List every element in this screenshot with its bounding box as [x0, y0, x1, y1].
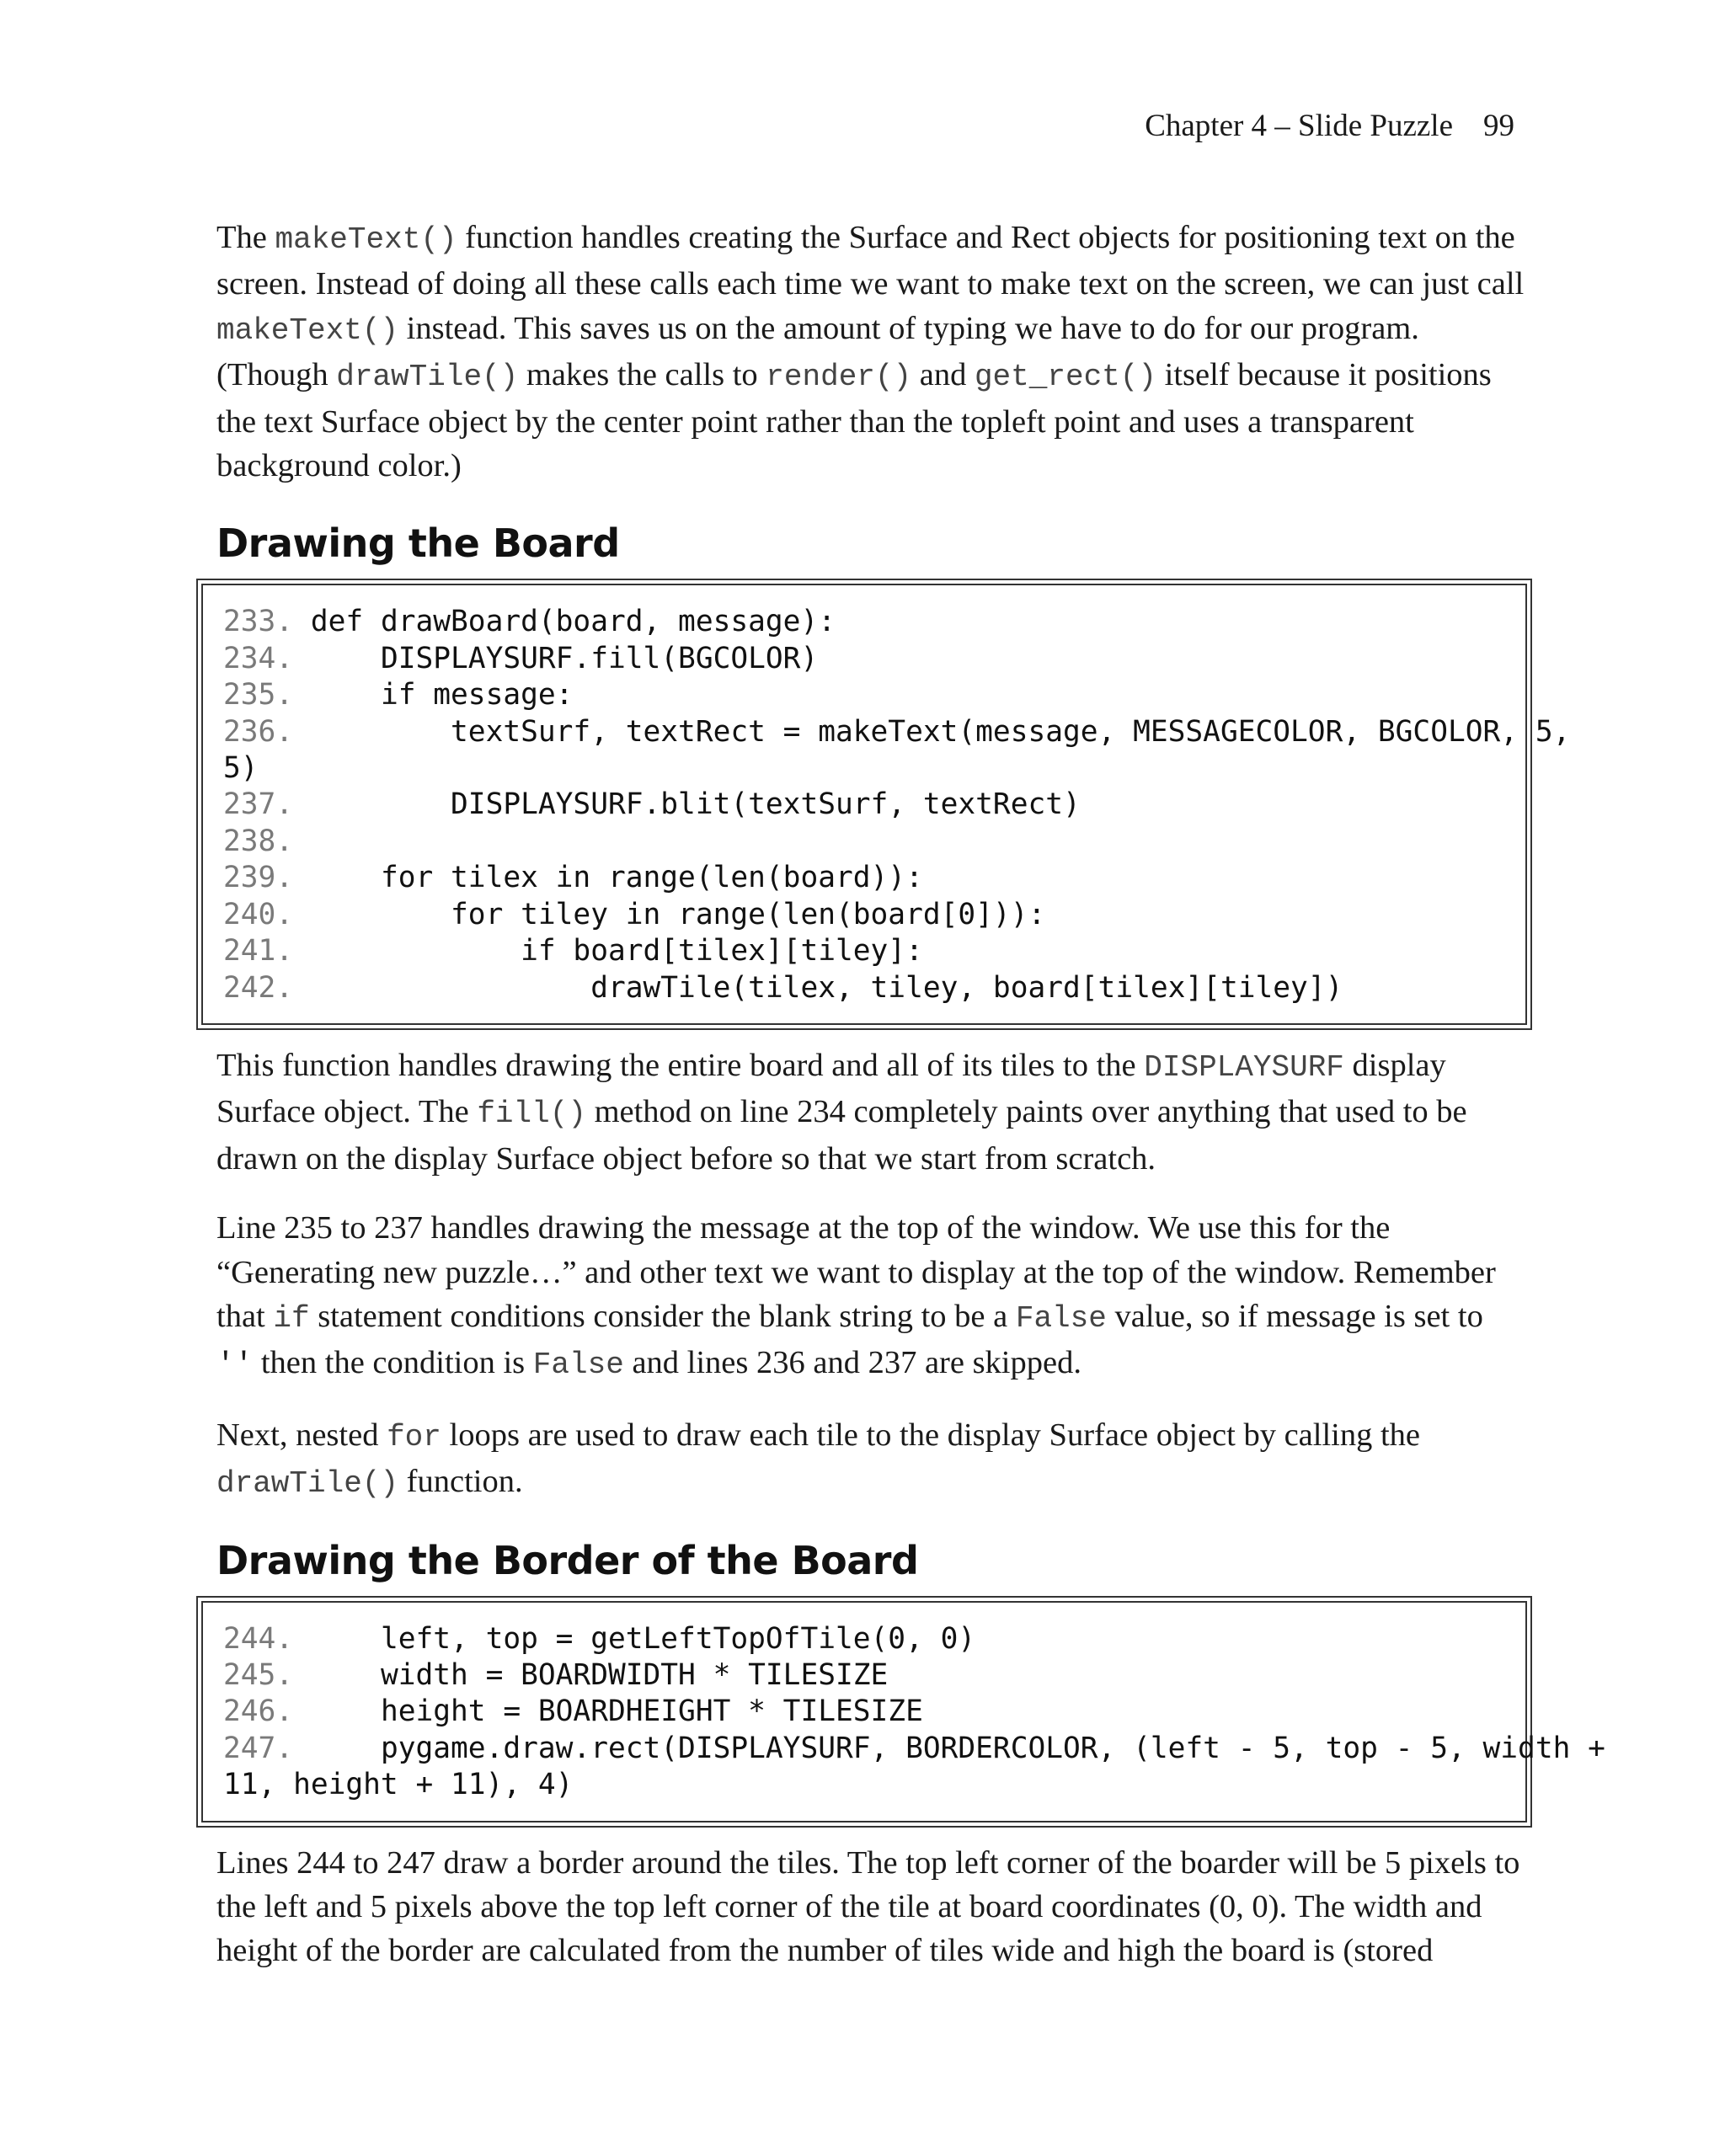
inline-code: fill()	[477, 1097, 586, 1132]
code-listing-border	[196, 1596, 1605, 1828]
text-run: and lines 236 and 237 are skipped.	[623, 1345, 1081, 1381]
code-listing-body	[201, 1601, 1605, 1822]
code-listing-drawboard	[196, 579, 1571, 1029]
code-text: width = BOARDWIDTH * TILESIZE	[293, 1657, 889, 1692]
page-number: 99	[1483, 109, 1514, 143]
code-line	[223, 933, 1510, 969]
line-number: 234.	[223, 641, 294, 675]
code-line	[223, 1731, 1605, 1767]
code-line	[223, 787, 1510, 823]
inline-code: drawTile()	[216, 1466, 399, 1502]
code-line	[223, 860, 1510, 896]
code-listing-body	[201, 584, 1571, 1024]
text-run: Line 235 to 237 handles drawing the message at the top of the window. We use this for the “Generating new puzzle…” and other text we want to display at the top of the window. Remember that	[216, 1210, 1496, 1334]
code-text: 11, height + 11), 4)	[223, 1768, 574, 1802]
line-number: 240.	[223, 897, 294, 931]
code-text: textSurf, textRect = makeText(message, MESSAGECOLOR, BGCOLOR, 5,	[293, 714, 1571, 749]
line-number: 233.	[223, 605, 294, 639]
code-line	[223, 1657, 1510, 1694]
code-line	[223, 750, 1510, 787]
code-line	[223, 970, 1510, 1006]
code-line	[223, 1621, 1510, 1657]
line-number: 235.	[223, 678, 294, 712]
inline-code: makeText()	[216, 312, 399, 348]
text-run: and	[911, 357, 975, 393]
text-run: Lines 244 to 247 draw a border around the tiles. The top left corner of the boarder will be 5 pixels to the left and 5 pixels above the top left corner of the tile at board coordinates (0, 0). The width and height of the border are calculated from the number of tiles wide and high the board is (stored	[216, 1844, 1520, 1969]
code-text: DISPLAYSURF.fill(BGCOLOR)	[293, 641, 819, 675]
inline-code: False	[532, 1348, 624, 1383]
text-run: statement conditions consider the blank string to be a	[309, 1298, 1016, 1334]
code-line	[223, 897, 1510, 933]
inline-code: if	[273, 1300, 310, 1336]
code-text: pygame.draw.rect(DISPLAYSURF, BORDERCOLOR, (left - 5, top - 5, width +	[293, 1731, 1605, 1765]
code-line	[223, 604, 1510, 640]
line-number: 244.	[223, 1621, 294, 1656]
code-line	[223, 714, 1571, 750]
inline-code: DISPLAYSURF	[1144, 1049, 1344, 1085]
paragraph-maketext	[216, 216, 1527, 488]
section-heading-drawing-border: Drawing the Border of the Board	[216, 1537, 919, 1583]
text-run: function.	[398, 1464, 523, 1500]
text-run: Next, nested	[216, 1417, 387, 1453]
inline-code: drawTile()	[336, 360, 519, 395]
inline-code: render()	[766, 360, 912, 395]
code-text: 5)	[223, 751, 259, 786]
code-line	[223, 1767, 1510, 1803]
text-run: display Surface object. The	[216, 1047, 1446, 1130]
code-line	[223, 677, 1510, 713]
text-run: value, so if message is set to	[1106, 1298, 1483, 1334]
code-text: if board[tilex][tiley]:	[293, 934, 923, 969]
line-number: 241.	[223, 934, 294, 969]
line-number: 238.	[223, 824, 294, 858]
text-run: itself because it positions the text Surface object by the center point rather than the topleft point and uses a transparent background color.)	[216, 357, 1492, 484]
text-run: then the condition is	[253, 1345, 533, 1381]
text-run: This function handles drawing the entire board and all of its tiles to the	[216, 1047, 1145, 1083]
section-heading-drawing-board: Drawing the Board	[216, 520, 620, 567]
line-number: 236.	[223, 714, 294, 749]
inline-code: for	[387, 1419, 441, 1454]
line-number: 246.	[223, 1694, 294, 1729]
text-run: method on line 234 completely paints over anything that used to be drawn on the display Surface object before so that we start from scratch.	[216, 1094, 1467, 1177]
code-line	[223, 1694, 1510, 1730]
paragraph-drawboard-explanation	[216, 1043, 1527, 1181]
text-run: loops are used to draw each tile to the display Surface object by calling the	[441, 1417, 1420, 1453]
chapter-title: Chapter 4 – Slide Puzzle	[1145, 109, 1453, 143]
text-run: instead. This saves us on the amount of typing we have to do for our program. (Though	[216, 310, 1419, 393]
text-run: The	[216, 220, 275, 255]
code-text: drawTile(tilex, tiley, board[tilex][tiley])	[293, 970, 1343, 1005]
code-text: for tiley in range(len(board[0])):	[293, 897, 1046, 931]
code-text: def drawBoard(board, message):	[293, 605, 836, 639]
paragraph-message-explanation	[216, 1206, 1527, 1388]
code-line	[223, 641, 1510, 677]
page-header	[1145, 106, 1514, 147]
paragraph-border-explanation	[216, 1841, 1527, 1973]
page-content	[216, 216, 1605, 1973]
code-text: height = BOARDHEIGHT * TILESIZE	[293, 1694, 923, 1729]
line-number: 237.	[223, 787, 294, 822]
code-text: left, top = getLeftTopOfTile(0, 0)	[293, 1621, 976, 1656]
line-number: 239.	[223, 861, 294, 895]
line-number: 247.	[223, 1731, 294, 1765]
line-number: 245.	[223, 1657, 294, 1692]
inline-code: ''	[216, 1348, 254, 1383]
code-text: for tilex in range(len(board)):	[293, 861, 923, 895]
paragraph-nested-loops	[216, 1413, 1527, 1507]
text-run: function handles creating the Surface and Rect objects for positioning text on the screen. Instead of doing all these calls each time we want to make text on the screen, we can just call	[216, 220, 1525, 302]
line-number: 242.	[223, 970, 294, 1005]
code-text: DISPLAYSURF.blit(textSurf, textRect)	[293, 787, 1081, 822]
inline-code: False	[1015, 1300, 1107, 1336]
inline-code: makeText()	[275, 222, 457, 257]
code-text: if message:	[293, 678, 574, 712]
code-line	[223, 824, 1510, 860]
text-run: makes the calls to	[518, 357, 766, 393]
inline-code: get_rect()	[974, 360, 1156, 395]
